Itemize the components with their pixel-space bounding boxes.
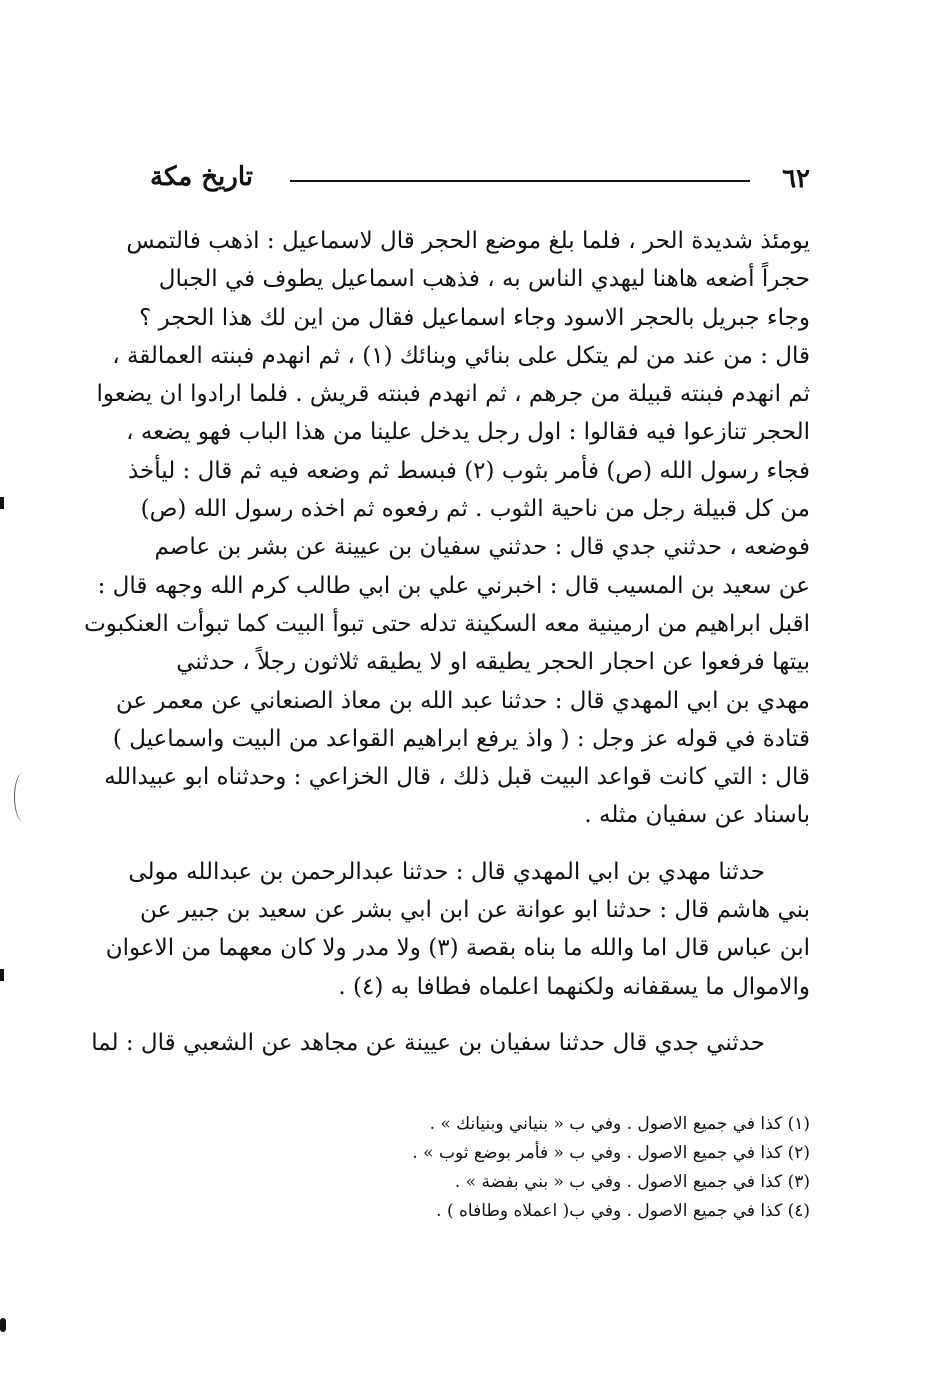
text-line: مهدي بن ابي المهدي قال : حدثنا عبد الله بن معاذ الصنعاني عن معمر عن (115, 687, 810, 714)
footnote: (٣) كذا في جميع الاصول . وفي ب « بني بفضة » . (454, 1172, 810, 1192)
text-line: اقبل ابراهيم من ارمينية معه السكينة تدله حتى تبوأ البيت كما تبوأت العنكبوت (84, 610, 810, 637)
text-line: بيتها فرفعوا عن احجار الحجر يطيقه او لا يطيقه ثلاثون رجلاً ، حدثني (176, 649, 810, 676)
text-line: فوضعه ، حدثني جدي قال : حدثني سفيان بن عيينة عن بشر بن عاصم (154, 534, 810, 561)
page-header (150, 162, 810, 202)
text-line: بني هاشم قال : حدثنا ابو عوانة عن ابن ابي بشر عن سعيد بن جبير عن (139, 897, 810, 924)
text-line: عن سعيد بن المسيب قال : اخبرني علي بن ابي طالب كرم الله وجهه قال : (97, 572, 810, 599)
text-line: الحجر تنازعوا فيه فقالوا : اول رجل يدخل علينا من هذا الباب فهو يضعه ، (126, 419, 810, 446)
scan-smudge (14, 772, 33, 822)
text-line: فجاء رسول الله (ص) فأمر بثوب (٢) فبسط ثم وضعه فيه ثم قال : ليأخذ (127, 457, 810, 484)
scan-speck (0, 1318, 6, 1332)
text-line: وجاء جبريل بالحجر الاسود وجاء اسماعيل فقال من اين لك هذا الحجر ؟ (139, 304, 810, 331)
text-line: ابن عباس قال اما والله ما بناه بقصة (٣) ولا مدر ولا كان معهما من الاعوان (105, 935, 810, 962)
paragraph (105, 853, 810, 1006)
text-line: قال : من عند من لم يتكل على بنائي وبنائك (١) ، ثم انهدم فبنته العمالقة ، (112, 342, 810, 369)
text-line: من كل قبيلة رجل من ناحية الثوب . ثم رفعوه ثم اخذه رسول الله (ص) (140, 496, 810, 523)
text-line: باسناد عن سفيان مثله . (584, 802, 810, 829)
paragraph-gap (145, 1006, 810, 1024)
page-number: ٦٢ (782, 164, 810, 194)
text-line: يومئذ شديدة الحر ، فلما بلغ موضع الحجر قال لاسماعيل : اذهب فالتمس (126, 228, 810, 254)
scan-speck (0, 497, 4, 509)
main-text (84, 222, 810, 1062)
text-line: قتادة في قوله عز وجل : ( واذ يرفع ابراهيم القواعد من البيت واسماعيل ) (112, 725, 810, 752)
text-line: حجراً أضعه هاهنا ليهدي الناس به ، فذهب اسماعيل يطوف في الجبال (158, 266, 810, 293)
text-line: والاموال ما يسقفانه ولكنهما اعلماه فطافا به (٤) . (338, 973, 810, 1000)
running-title: تاريخ مكة (150, 162, 254, 192)
scan-speck (0, 969, 4, 981)
text-line: حدثنا مهدي بن ابي المهدي قال : حدثنا عبدالرحمن بن عبدالله مولى (128, 858, 765, 885)
paragraph (84, 222, 810, 835)
footnotes (380, 1110, 810, 1226)
footnote: (٢) كذا في جميع الاصول . وفي ب « فأمر بوضع ثوب » . (412, 1143, 810, 1163)
footnote: (٤) كذا في جميع الاصول . وفي ب( اعملاه وطافاه ) . (436, 1201, 810, 1221)
header-rule (290, 180, 750, 182)
text-line: حدثني جدي قال حدثنا سفيان بن عيينة عن مجاهد عن الشعبي قال : لما (91, 1029, 765, 1056)
text-line: قال : التي كانت قواعد البيت قبل ذلك ، قال الخزاعي : وحدثناه ابو عبيدالله (104, 764, 810, 791)
paragraph (91, 1024, 810, 1062)
paragraph-gap (145, 835, 810, 853)
text-line: ثم انهدم فبنته قبيلة من جرهم ، ثم انهدم فبنته قريش . فلما ارادوا ان يضعوا (96, 381, 810, 408)
footnote: (١) كذا في جميع الاصول . وفي ب « بنياني وبنيانك » . (429, 1114, 810, 1134)
